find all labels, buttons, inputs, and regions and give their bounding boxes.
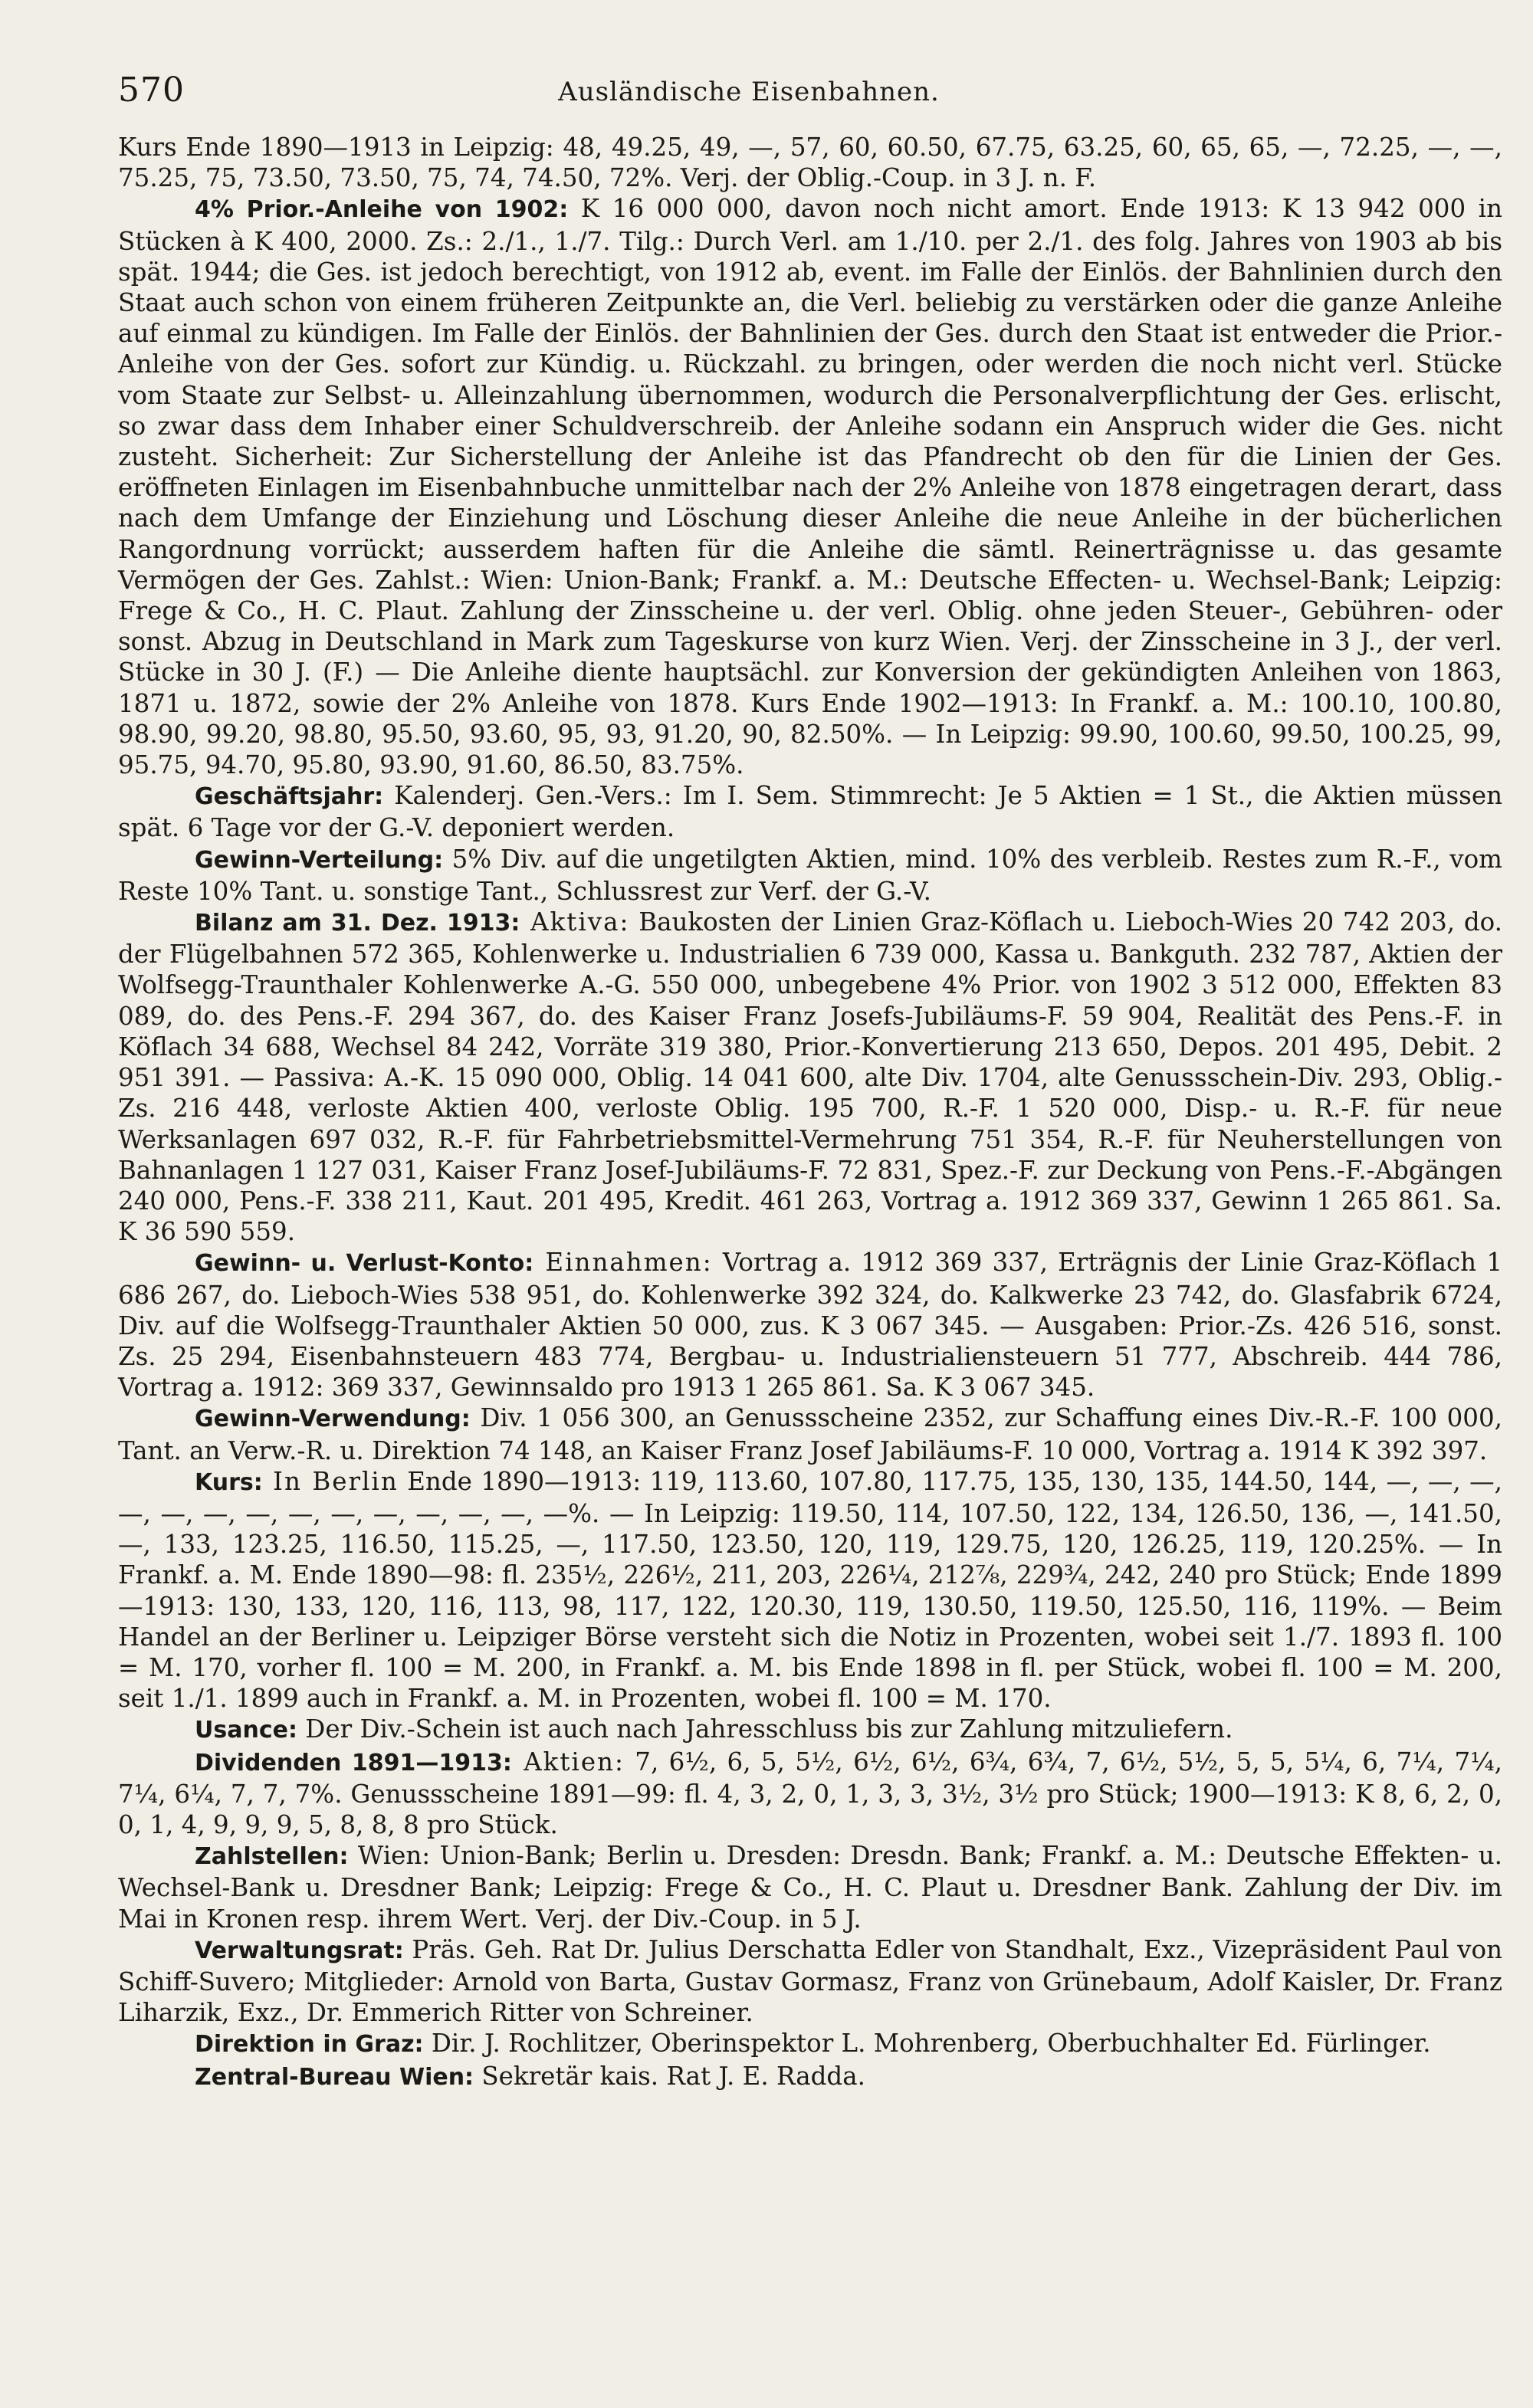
subsection-label: Einnahmen:: [533, 1248, 713, 1278]
running-title: Ausländische Eisenbahnen.: [558, 77, 940, 107]
subsection-label: Aktien:: [511, 1747, 625, 1776]
section-heading: Zahlstellen:: [195, 1843, 349, 1871]
section-heading: Dividenden 1891—1913:: [195, 1749, 512, 1776]
paragraph-text: Präs. Geh. Rat Dr. Julius Derschatta Edler von Standhalt, Exz., Vizepräsident Paul von Schiff-Suvero; Mitglieder: Arnold von Barta, Gustav Gormasz, Franz von Grünebaum, Adolf Kaisler, Dr. Franz Liharzik, Exz., Dr. Emmerich Ritter von Schreiner.: [118, 1934, 1502, 2028]
paragraph-text: K 16 000 000, davon noch nicht amort. Ende 1913: K 13 942 000 in Stücken à K 400, 2000. Zs.: 2./1., 1./7. Tilg.: Durch Verl. am 1./10. per 2./1. des folg. Jahres von 1903 ab bis spät. 1944; die Ges. ist jedoch berechtigt, von 1912 ab, event. im Falle der Einlös. der Bahnlinien durch den Staat auch schon von einem früheren Zeitpunkte an, die Verl. beliebig zu verstärken oder die ganze Anleihe auf einmal zu kündigen. Im Falle der Einlös. der Bahnlinien der Ges. durch den Staat ist entweder die Prior.-Anleihe von der Ges. sofort zur Kündig. u. Rückzahl. zu bringen, oder werden die noch nicht verl. Stücke vom Staate zur Selbst- u. Alleinzahlung übernommen, wodurch die Personalverpflichtung der Ges. erlischt, so zwar dass dem Inhaber einer Schuldverschreib. der Anleihe sodann ein Anspruch wider die Ges. nicht zusteht. Sicherheit: Zur Sicherstellung der Anleihe ist das Pfandrecht ob den für die Linien der Ges. eröffneten Einlagen im Eisenbahnbuche unmittelbar nach der 2% Anleihe von 1878 eingetragen derart, dass nach dem Umfange der Einziehung und Löschung dieser Anleihe die neue Anleihe in der bücherlichen Rangordnung vorrückt; ausserdem haften für die Anleihe die sämtl. Reinerträgnisse u. das gesamte Vermögen der Ges. Zahlst.: Wien: Union-Bank; Frankf. a. M.: Deutsche Effecten- u. Wechsel-Bank; Leipzig: Frege & Co., H. C. Plaut. Zahlung der Zinsscheine u. der verl. Oblig. ohne jeden Steuer-, Gebühren- oder sonst. Abzug in Deutschland in Mark zum Tageskurse von kurz Wien. Verj. der Zinsscheine in 3 J., der verl. Stücke in 30 J. (F.) — Die Anleihe diente hauptsächl. zur Konversion der gekündigten Anleihen von 1863, 1871 u. 1872, sowie der 2% Anleihe von 1878. Kurs Ende 1902—1913: In Frankf. a. M.: 100.10, 100.80, 98.90, 99.20, 98.80, 95.50, 93.60, 95, 93, 91.20, 90, 82.50%. — In Leipzig: 99.90, 100.60, 99.50, 100.25, 99, 95.75, 94.70, 95.80, 93.90, 91.60, 86.50, 83.75%.: [118, 194, 1503, 780]
section-heading: Geschäftsjahr:: [195, 783, 384, 811]
page-header: [118, 71, 1502, 121]
paragraph-kurs: [118, 1466, 1502, 1714]
section-heading: Direktion in Graz:: [195, 2031, 424, 2059]
paragraph-verwaltungsrat: [118, 1934, 1502, 2029]
section-heading: Usance:: [195, 1717, 297, 1744]
paragraph-text: Dir. J. Rochlitzer, Oberinspektor L. Mohrenberg, Oberbuchhalter Ed. Fürlinger.: [423, 2029, 1431, 2059]
paragraph-dividenden: [118, 1747, 1502, 1841]
paragraph-text: Der Div.-Schein ist auch nach Jahresschluss bis zur Zahlung mitzuliefern.: [297, 1714, 1233, 1744]
section-heading: Bilanz am 31. Dez. 1913:: [195, 910, 520, 937]
paragraph-text: Div. 1 056 300, an Genussscheine 2352, zur Schaffung eines Div.-R.-F. 100 000, Tant. an Verw.-R. u. Direktion 74 148, an Kaiser Franz Josef Jabiläums-F. 10 000, Vortrag a. 1914 K 392 397.: [118, 1403, 1502, 1465]
paragraph-geschaeftsjahr: [118, 780, 1502, 843]
paragraph-text: Kalenderj. Gen.-Vers.: Im I. Sem. Stimmrecht: Je 5 Aktien = 1 St., die Aktien müssen spät. 6 Tage vor der G.-V. deponiert werden.: [118, 781, 1502, 843]
section-heading: Kurs:: [195, 1468, 263, 1496]
paragraph-zahlstellen: [118, 1840, 1502, 1934]
section-heading: Verwaltungsrat:: [195, 1937, 404, 1964]
paragraph-text: Baukosten der Linien Graz-Köflach u. Lieboch-Wies 20 742 203, do. der Flügelbahnen 572 365, Kohlenwerke u. Industrialien 6 739 000, Kassa u. Bankguth. 232 787, Aktien der Wolfsegg-Traunthaler Kohlenwerke A.-G. 550 000, unbegebene 4% Prior. von 1902 3 512 000, Effekten 83 089, do. des Pens.-F. 294 367, do. des Kaiser Franz Josefs-Jubiläums-F. 59 904, Realität des Pens.-F. in Köflach 34 688, Wechsel 84 242, Vorräte 319 380, Prior.-Konvertierung 213 650, Depos. 201 495, Debit. 2 951 391. — Passiva: A.-K. 15 090 000, Oblig. 14 041 600, alte Div. 1704, alte Genussschein-Div. 293, Oblig.-Zs. 216 448, verloste Aktien 400, verloste Oblig. 195 700, R.-F. 1 520 000, Disp.- u. R.-F. für neue Werksanlagen 697 032, R.-F. für Fahrbetriebsmittel-Vermehrung 751 354, R.-F. für Neuherstellungen von Bahnanlagen 1 127 031, Kaiser Franz Josef-Jubiläums-F. 72 831, Spez.-F. zur Deckung von Pens.-F.-Abgängen 240 000, Pens.-F. 338 211, Kaut. 201 495, Kredit. 461 263, Vortrag a. 1912 369 337, Gewinn 1 265 861. Sa. K 36 590 559.: [118, 907, 1503, 1247]
section-heading: Gewinn- u. Verlust-Konto:: [195, 1250, 534, 1278]
section-heading: Gewinn-Verteilung:: [195, 846, 444, 874]
paragraph-bilanz: [118, 907, 1502, 1247]
paragraph-text: 5% Div. auf die ungetilgten Aktien, mind. 10% des verbleib. Restes zum R.-F., vom Reste 10% Tant. u. sonstige Tant., Schlussrest zur Verf. der G.-V.: [118, 844, 1502, 906]
paragraph-text: Vortrag a. 1912 369 337, Erträgnis der Linie Graz-Köflach 1 686 267, do. Lieboch-Wies 538 951, do. Kohlenwerke 392 324, do. Kalkwerke 23 742, do. Glasfabrik 6724, Div. auf die Wolfsegg-Traunthaler Aktien 50 000, zus. K 3 067 345. — Ausgaben: Prior.-Zs. 426 516, sonst. Zs. 25 294, Eisenbahnsteuern 483 774, Bergbau- u. Industrialiensteuern 51 777, Abschreib. 444 786, Vortrag a. 1912: 369 337, Gewinnsaldo pro 1913 1 265 861. Sa. K 3 067 345.: [118, 1248, 1502, 1402]
paragraph-text: Kurs Ende 1890—1913 in Leipzig: 48, 49.25, 49, —, 57, 60, 60.50, 67.75, 63.25, 60, 65, 65, —, 72.25, —, —, 75.25, 75, 73.50, 73.50, 75, 74, 74.50, 72%. Verj. der Oblig.-Coup. in 3 J. n. F.: [118, 133, 1502, 193]
subsection-label: In Berlin: [262, 1466, 399, 1496]
paragraph-gewinn-verlust-konto: [118, 1247, 1502, 1402]
section-heading: Gewinn-Verwendung:: [195, 1406, 471, 1433]
section-heading: Zentral-Bureau Wien:: [195, 2063, 474, 2091]
body-text: [118, 132, 1502, 2093]
paragraph-prior-anleihe: [118, 193, 1502, 780]
paragraph-text: 7, 6½, 6, 5, 5½, 6½, 6½, 6¾, 6¾, 7, 6½, 5½, 5, 5, 5¼, 6, 7¼, 7¼, 7¼, 6¼, 7, 7, 7%. Genussscheine 1891—99: fl. 4, 3, 2, 0, 1, 3, 3, 3½, 3½ pro Stück; 1900—1913: K 8, 6, 2, 0, 0, 1, 4, 9, 9, 9, 5, 8, 8, 8 pro Stück.: [118, 1747, 1502, 1839]
paragraph-text: Wien: Union-Bank; Berlin u. Dresden: Dresdn. Bank; Frankf. a. M.: Deutsche Effekten- u. Wechsel-Bank u. Dresdner Bank; Leipzig: Frege & Co., H. C. Plaut u. Dresdner Bank. Zahlung der Div. im Mai in Kronen resp. ihrem Wert. Verj. der Div.-Coup. in 5 J.: [118, 1841, 1502, 1934]
paragraph-gewinn-verwendung: [118, 1402, 1502, 1465]
paragraph-direktion: [118, 2028, 1502, 2060]
paragraph-gewinn-verteilung: [118, 844, 1502, 907]
page-number: 570: [118, 71, 185, 110]
paragraph-text: Sekretär kais. Rat J. E. Radda.: [474, 2061, 865, 2091]
subsection-label: Aktiva:: [520, 907, 630, 937]
section-heading: 4% Prior.-Anleihe von 1902:: [195, 196, 569, 224]
paragraph-text: Ende 1890—1913: 119, 113.60, 107.80, 117.75, 135, 130, 135, 144.50, 144, —, —, —, —, —, —, —, —, —, —, —, —, —, —%. — In Leipzig: 119.50, 114, 107.50, 122, 134, 126.50, 136, —, 141.50, —, 133, 123.25, 116.50, 115.25, —, 117.50, 123.50, 120, 119, 129.75, 120, 126.25, 119, 120.25%. — In Frankf. a. M. Ende 1890—98: fl. 235½, 226½, 211, 203, 226¼, 212⅞, 229¾, 242, 240 pro Stück; Ende 1899—1913: 130, 133, 120, 116, 113, 98, 117, 122, 120.30, 119, 130.50, 119.50, 125.50, 116, 119%. — Beim Handel an der Berliner u. Leipziger Börse versteht sich die Notiz in Prozenten, wobei seit 1./7. 1893 fl. 100 = M. 170, vorher fl. 100 = M. 200, in Frankf. a. M. bis Ende 1898 in fl. per Stück, wobei fl. 100 = M. 200, seit 1./1. 1899 auch in Frankf. a. M. in Prozenten, wobei fl. 100 = M. 170.: [118, 1466, 1502, 1714]
paragraph-zentral-bureau: [118, 2061, 1502, 2093]
paragraph-kurs-leipzig: [118, 132, 1502, 193]
paragraph-usance: [118, 1714, 1502, 1746]
